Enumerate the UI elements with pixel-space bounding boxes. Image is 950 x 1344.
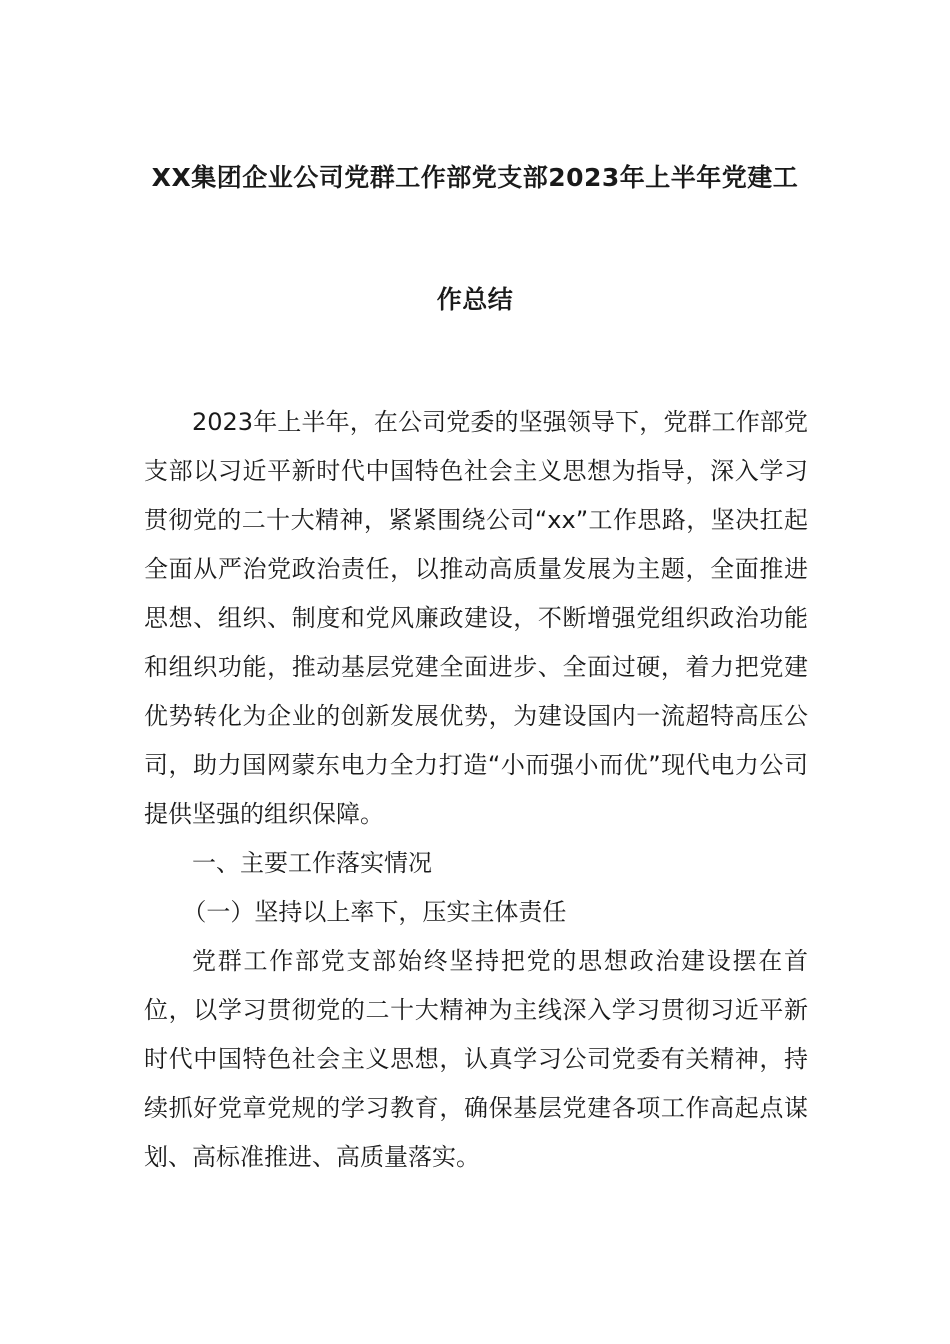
subsection-heading: （一）坚持以上率下，压实主体责任	[182, 898, 567, 926]
body-paragraph: 党群工作部党支部始终坚持把党的思想政治建设摆在首位，以学习贯彻党的二十大精神为主线深入学习贯彻习近平新时代中国特色社会主义思想，认真学习公司党委有关精神，持续抓好党章党规的学习教育，确保基层党建各项工作高起点谋划、高标准推进、高质量落实。	[144, 947, 808, 1171]
document-title-line-2: 作总结	[436, 285, 514, 314]
section-heading: 一、主要工作落实情况	[192, 849, 432, 877]
intro-paragraph: 2023年上半年，在公司党委的坚强领导下，党群工作部党支部以习近平新时代中国特色社会主义思想为指导，深入学习贯彻党的二十大精神，紧紧围绕公司“xx”工作思路，坚决扛起全面从严治党政治责任，以推动高质量发展为主题，全面推进思想、组织、制度和党风廉政建设，不断增强党组织政治功能和组织功能，推动基层党建全面进步、全面过硬，着力把党建优势转化为企业的创新发展优势，为建设国内一流超特高压公司，助力国网蒙东电力全力打造“小而强小而优”现代电力公司提供坚强的组织保障。	[144, 408, 808, 828]
document-body	[144, 398, 808, 1182]
document-title-line-1: XX集团企业公司党群工作部党支部2023年上半年党建工	[151, 163, 799, 192]
